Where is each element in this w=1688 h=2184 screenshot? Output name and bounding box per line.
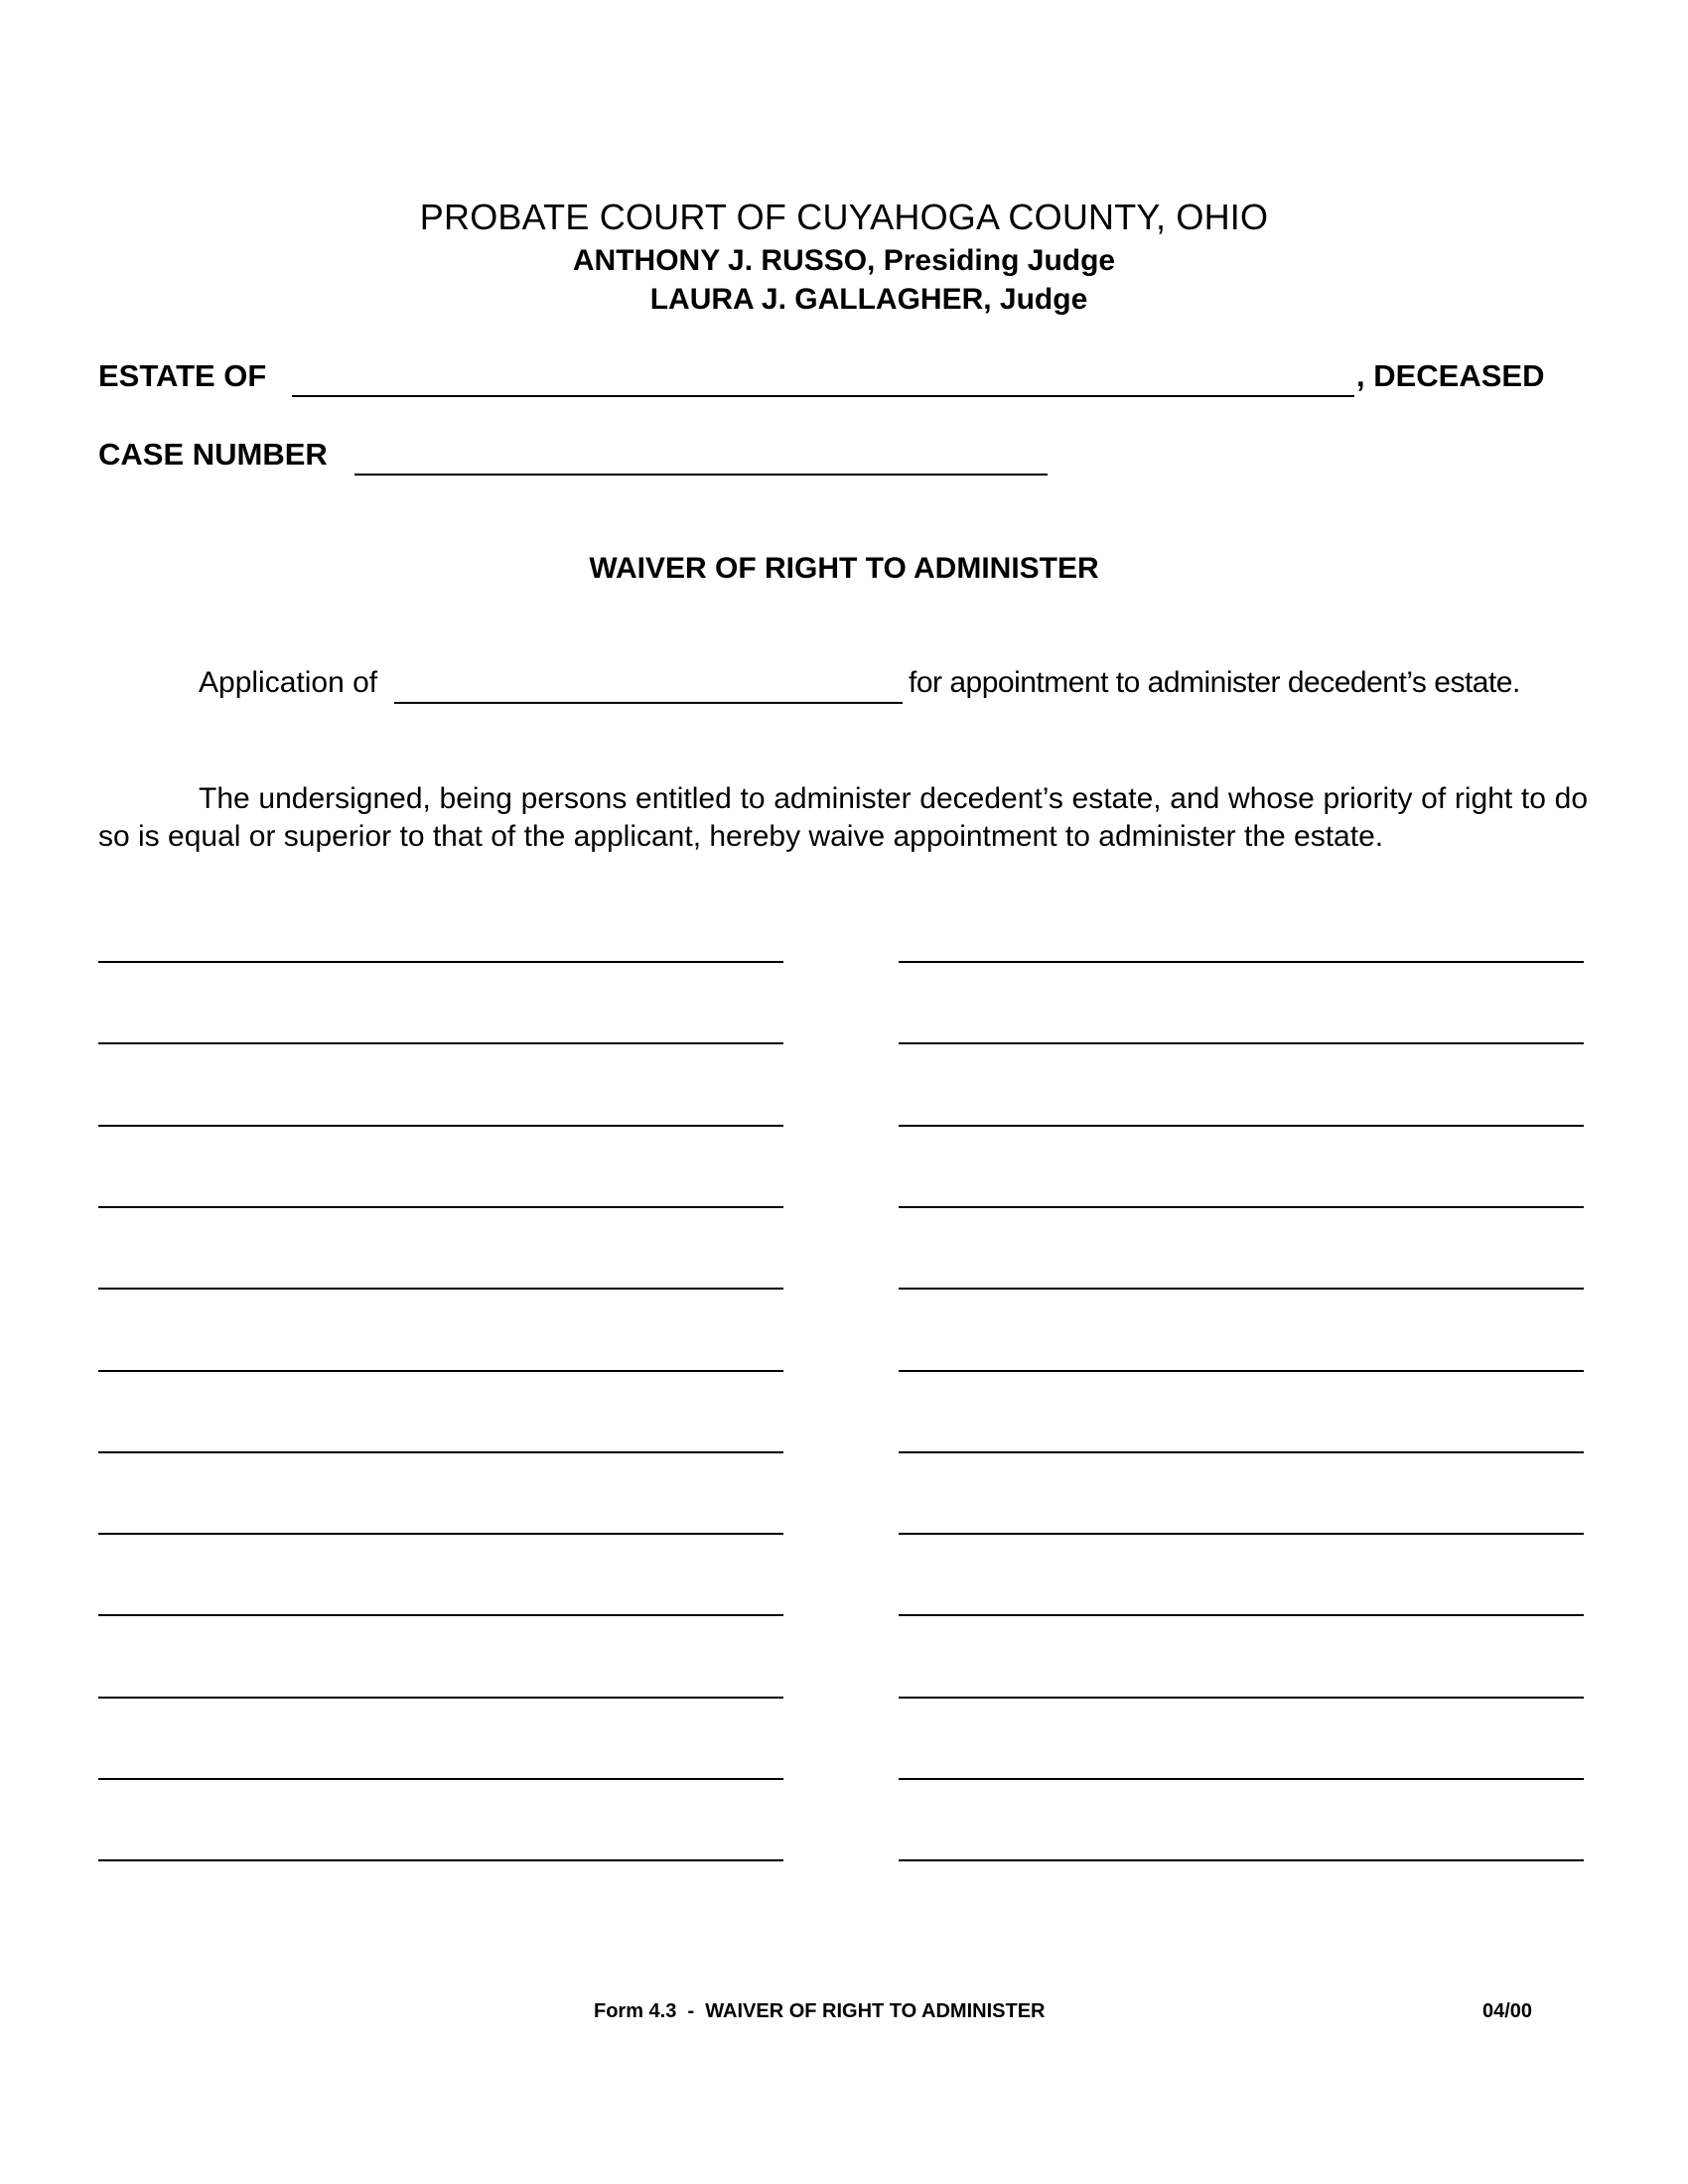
waiver-paragraph: The undersigned, being persons entitled to administer decedent’s estate, and whose priority of right to do so is equal or superior to that of the applicant, hereby waive appointment to administer the estate. bbox=[98, 782, 1588, 853]
signature-line-right[interactable] bbox=[899, 1778, 1584, 1780]
estate-name-field[interactable] bbox=[292, 395, 1354, 397]
signature-line-right[interactable] bbox=[899, 1697, 1584, 1699]
signature-line-left[interactable] bbox=[98, 1288, 783, 1290]
signature-line-left[interactable] bbox=[98, 1697, 783, 1699]
case-number-label: CASE NUMBER bbox=[98, 437, 328, 472]
signature-line-right[interactable] bbox=[899, 1614, 1584, 1616]
signature-line-left[interactable] bbox=[98, 1370, 783, 1372]
signature-line-right[interactable] bbox=[899, 1533, 1584, 1535]
signature-line-left[interactable] bbox=[98, 1533, 783, 1535]
signature-line-left[interactable] bbox=[98, 1451, 783, 1453]
signature-line-left[interactable] bbox=[98, 961, 783, 963]
application-suffix: for appointment to administer decedent’s estate. bbox=[909, 666, 1520, 699]
signature-line-left[interactable] bbox=[98, 1042, 783, 1044]
case-number-field[interactable] bbox=[354, 474, 1048, 476]
signature-line-right[interactable] bbox=[899, 1042, 1584, 1044]
signature-line-left[interactable] bbox=[98, 1859, 783, 1861]
signature-line-left[interactable] bbox=[98, 1125, 783, 1127]
presiding-judge: ANTHONY J. RUSSO, Presiding Judge bbox=[572, 244, 1116, 277]
estate-label: ESTATE OF bbox=[98, 358, 267, 393]
signature-line-right[interactable] bbox=[899, 1451, 1584, 1453]
second-judge: LAURA J. GALLAGHER, Judge bbox=[649, 283, 1088, 316]
signature-line-right[interactable] bbox=[899, 1288, 1584, 1290]
signature-line-right[interactable] bbox=[899, 961, 1584, 963]
signature-line-right[interactable] bbox=[899, 1859, 1584, 1861]
application-prefix: Application of bbox=[199, 666, 378, 699]
form-title: WAIVER OF RIGHT TO ADMINISTER bbox=[589, 552, 1099, 585]
applicant-name-field[interactable] bbox=[394, 702, 903, 704]
deceased-label: , DECEASED bbox=[1356, 358, 1545, 393]
signature-line-left[interactable] bbox=[98, 1206, 783, 1208]
signature-line-left[interactable] bbox=[98, 1778, 783, 1780]
signature-line-right[interactable] bbox=[899, 1125, 1584, 1127]
signature-line-right[interactable] bbox=[899, 1206, 1584, 1208]
signature-line-left[interactable] bbox=[98, 1614, 783, 1616]
court-title: PROBATE COURT OF CUYAHOGA COUNTY, OHIO bbox=[419, 197, 1269, 237]
signature-line-right[interactable] bbox=[899, 1370, 1584, 1372]
footer-date: 04/00 bbox=[1482, 2000, 1533, 2022]
footer-form-label: Form 4.3 - WAIVER OF RIGHT TO ADMINISTER bbox=[594, 2000, 1046, 2022]
